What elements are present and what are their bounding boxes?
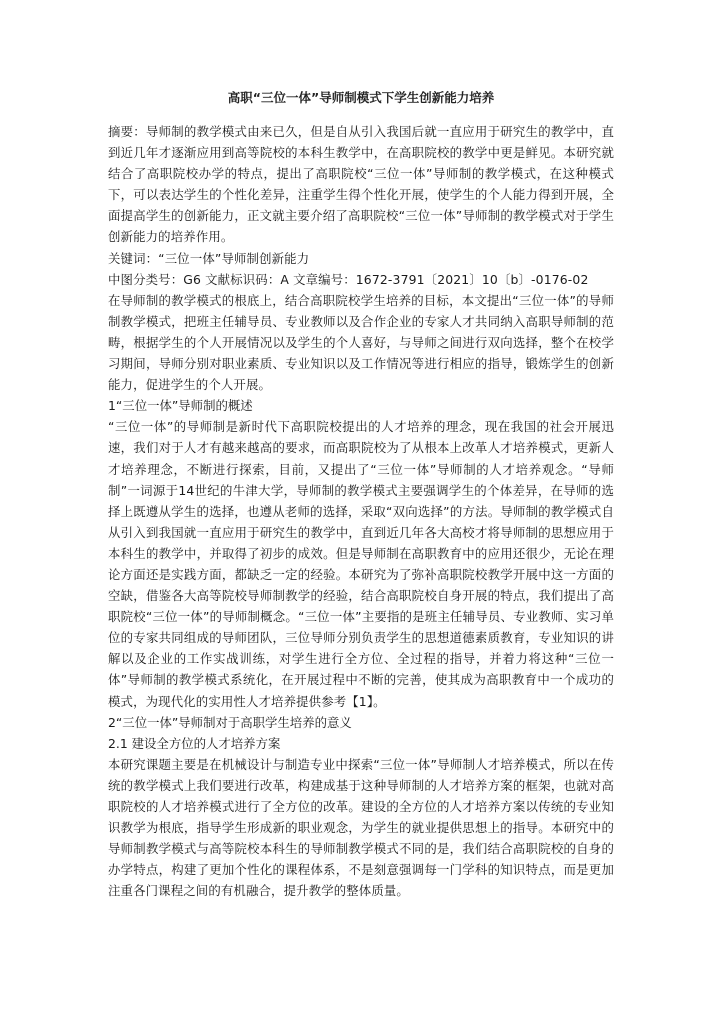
article-title: 高职“三位一体”导师制模式下学生创新能力培养 xyxy=(227,90,495,105)
section-2-1-paragraph: 本研究课题主要是在机械设计与制造专业中探索“三位一体”导师制人才培养模式，所以在传统的教学模式上我们要进行改革，构建成基于这种导师制的人才培养方案的框架，也就对高职院校的人才培养模式进行了全方位的改革。建设的全方位的人才培养方案以传统的专业知识教学为根底，指导学生形成新的职业观念，为学生的就业提供思想上的指导。本研究中的导师制教学模式与高等院校本科生的导师制教学模式不同的是，我们结合高职院校的自身的办学特点，构建了更加个性化的课程体系，不是刻意强调每一门学科的知识特点，而是更加注重各门课程之间的有机融合，提升教学的整体质量。 xyxy=(108,756,614,899)
keywords-line: 关键词：“三位一体”导师制创新能力 xyxy=(108,250,310,266)
classification-line: 中图分类号：G6 文献标识码：A 文章编号：1672-3791〔2021〕10〔b〕-0176-02 xyxy=(108,271,589,287)
intro-paragraph: 在导师制的教学模式的根底上，结合高职院校学生培养的目标，本文提出“三位一体”的导师制教学模式，把班主任辅导员、专业教师以及合作企业的专家人才共同纳入高职导师制的范畴，根据学生的个人开展情况以及学生的个人喜好，与导师之间进行双向选择，整个在校学习期间，导师分别对职业素质、专业知识以及工作情况等进行相应的指导，锻炼学生的创新能力，促进学生的个人开展。 xyxy=(108,292,614,393)
section-1-heading: 1“三位一体”导师制的概述 xyxy=(108,398,253,414)
section-2-heading: 2“三位一体”导师制对于高职学生培养的意义 xyxy=(108,714,352,730)
section-2-1-heading: 2.1 建设全方位的人才培养方案 xyxy=(108,735,281,751)
section-1-paragraph: “三位一体”的导师制是新时代下高职院校提出的人才培养的理念，现在我国的社会开展迅速，我们对于人才有越来越高的要求，而高职院校为了从根本上改革人才培养模式，更新人才培养理念，不断进行探索，目前，又提出了“三位一体”导师制的人才培养观念。“导师制”一词源于14世纪的牛津大学，导师制的教学模式主要强调学生的个体差异，在导师的选择上既遵从学生的选择，也遵从老师的选择，采取“双向选择”的方法。导师制的教学模式自从引入到我国就一直应用于研究生的教学中，直到近几年各大高校才将导师制的思想应用于本科生的教学中，并取得了初步的成效。但是导师制在高职教育中的应用还很少，无论在理论方面还是实践方面，都缺乏一定的经验。本研究为了弥补高职院校教学开展中这一方面的空缺，借鉴各大高等院校导师制教学的经验，结合高职院校自身开展的特点，我们提出了高职院校“三位一体”的导师制概念。“三位一体”主要指的是班主任辅导员、专业教师、实习单位的专家共同组成的导师团队，三位导师分别负责学生的思想道德素质教育，专业知识的讲解以及企业的工作实战训练，对学生进行全方位、全过程的指导，并着力将这种“三位一体”导师制的教学模式系统化，在开展过程中不断的完善，使其成为高职教育中一个成功的模式，为现代化的实用性人才培养提供参考【1】。 xyxy=(108,419,614,709)
document-page xyxy=(108,86,614,901)
abstract-paragraph: 摘要：导师制的教学模式由来已久，但是自从引入我国后就一直应用于研究生的教学中，直到近几年才逐渐应用到高等院校的本科生教学中，在高职院校的教学中更是鲜见。本研究就结合了高职院校办学的特点，提出了高职院校“三位一体”导师制的教学模式，在这种模式下，可以表达学生的个性化差异，注重学生得个性化开展，使学生的个人能力得到开展，全面提高学生的创新能力，正文就主要介绍了高职院校“三位一体”导师制的教学模式对于学生创新能力的培养作用。 xyxy=(108,124,614,245)
